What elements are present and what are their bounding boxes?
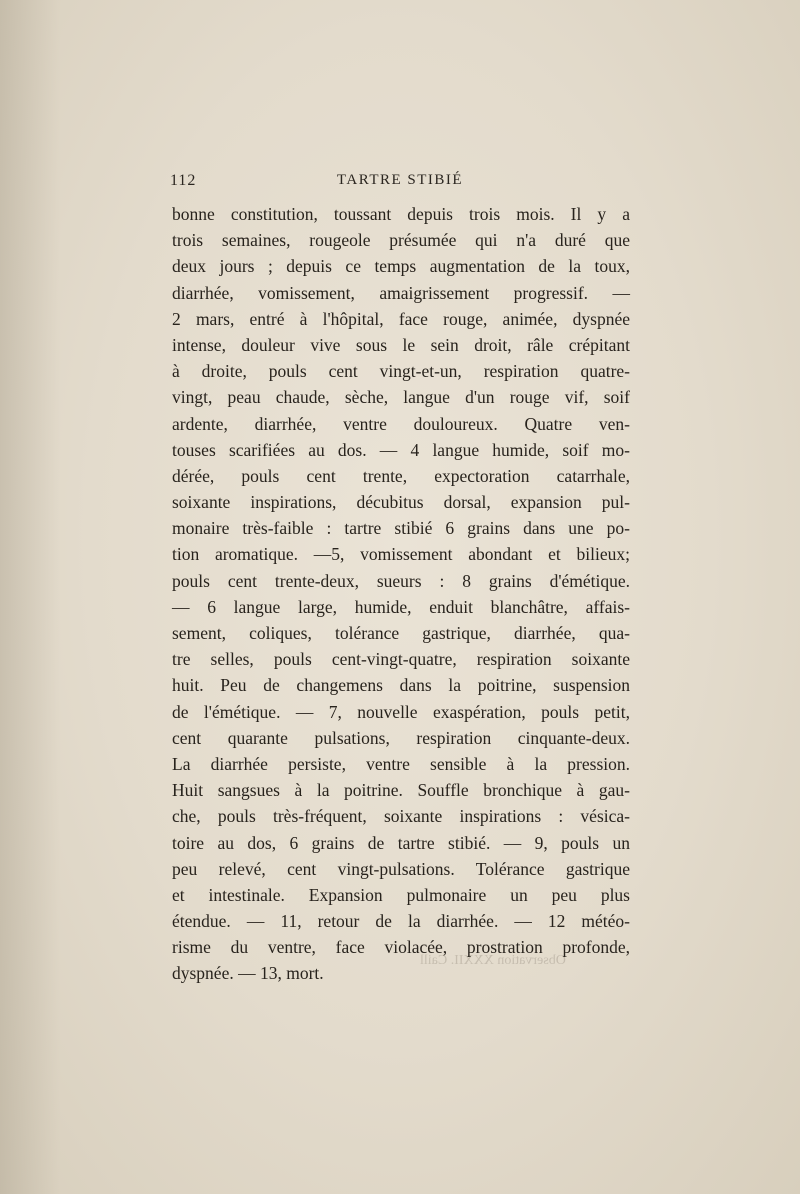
text-line: trois semaines, rougeole présumée qui n'a duré que — [172, 230, 630, 251]
text-line: diarrhée, vomissement, amaigrissement progressif. — — [172, 282, 630, 303]
text-line: dyspnée. — 13, mort. — [172, 963, 324, 984]
text-line: intense, douleur vive sous le sein droit, râle crépitant — [172, 334, 630, 355]
text-line: sement, coliques, tolérance gastrique, diarrhée, qua- — [172, 623, 630, 643]
text-line: 2 mars, entré à l'hôpital, face rouge, animée, dyspnée — [172, 308, 630, 329]
text-line: dérée, pouls cent trente, expectoration catarrhale, — [172, 465, 630, 486]
text-line: et intestinale. Expansion pulmonaire un peu plus — [172, 884, 630, 905]
text-line: bonne constitution, toussant depuis trois mois. Il y a — [172, 204, 630, 224]
text-line: Huit sangsues à la poitrine. Souffle bronchique à gau- — [172, 780, 630, 801]
text-line: tion aromatique. —5, vomissement abondant et bilieux; — [172, 544, 630, 565]
page-header — [170, 172, 630, 196]
text-line: à droite, pouls cent vingt-et-un, respiration quatre- — [172, 361, 630, 382]
text-line: La diarrhée persiste, ventre sensible à la pression. — [172, 753, 630, 774]
text-line: cent quarante pulsations, respiration cinquante-deux. — [172, 727, 630, 748]
text-line: monaire très-faible : tartre stibié 6 grains dans une po- — [172, 518, 630, 539]
text-line: risme du ventre, face violacée, prostration profonde, — [172, 937, 630, 958]
text-line: de l'émétique. — 7, nouvelle exaspération, pouls petit, — [172, 701, 630, 722]
text-line: tre selles, pouls cent-vingt-quatre, respiration soixante — [172, 649, 630, 670]
page-edge-shadow — [0, 0, 60, 1194]
text-line: huit. Peu de changemens dans la poitrine, suspension — [172, 675, 630, 696]
text-line: pouls cent trente-deux, sueurs : 8 grains d'émétique. — [172, 570, 630, 591]
text-line: peu relevé, cent vingt-pulsations. Tolérance gastrique — [172, 858, 630, 879]
text-line: — 6 langue large, humide, enduit blanchâtre, affais- — [172, 596, 630, 617]
text-line: che, pouls très-fréquent, soixante inspirations : vésica- — [172, 806, 630, 827]
text-line: touses scarifiées au dos. — 4 langue humide, soif mo- — [172, 439, 630, 460]
text-line: toire au dos, 6 grains de tartre stibié. — 9, pouls un — [172, 832, 630, 853]
page-number: 112 — [170, 172, 197, 189]
text-line: étendue. — 11, retour de la diarrhée. — 12 météo- — [172, 911, 630, 932]
body-text — [172, 201, 630, 987]
text-line: vingt, peau chaude, sèche, langue d'un rouge vif, soif — [172, 387, 630, 408]
text-line: ardente, diarrhée, ventre douloureux. Quatre ven- — [172, 413, 630, 434]
running-title: TARTRE STIBIÉ — [336, 172, 464, 188]
text-line: soixante inspirations, décubitus dorsal, expansion pul- — [172, 492, 630, 513]
show-through-text: Observation XXXII. Caill — [420, 953, 566, 968]
text-line: deux jours ; depuis ce temps augmentation de la toux, — [172, 256, 630, 277]
